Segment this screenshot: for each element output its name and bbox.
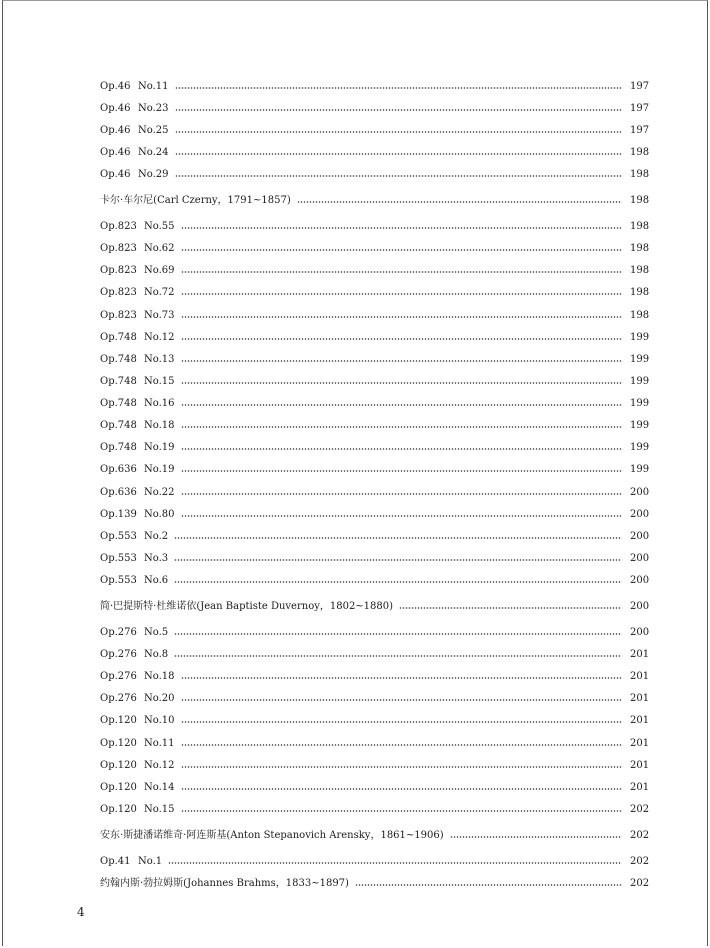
opus-number: Op.120 (100, 715, 137, 726)
toc-entry-label (100, 736, 175, 752)
toc-entry[interactable] (100, 736, 648, 752)
opus-number: Op.636 (100, 487, 137, 498)
toc-page-number: 197 (630, 125, 650, 136)
toc-entry-label (100, 691, 175, 707)
piece-number: No.8 (144, 649, 169, 660)
composer-name: 约翰内斯·勃拉姆斯(Johannes Brahms，1833~1897) (100, 878, 349, 889)
dot-leader (181, 426, 623, 428)
opus-number: Op.276 (100, 693, 137, 704)
toc-entry[interactable] (100, 330, 648, 346)
piece-number: No.14 (144, 782, 175, 793)
dot-leader (450, 836, 622, 838)
toc-page-number: 201 (630, 649, 650, 660)
opus-number: Op.120 (100, 760, 137, 771)
opus-number: Op.46 (100, 169, 131, 180)
toc-page (2, 0, 708, 946)
toc-page-number: 198 (630, 221, 650, 232)
piece-number: No.55 (144, 221, 175, 232)
toc-entry[interactable] (100, 123, 648, 139)
toc-entry-label (100, 79, 169, 95)
toc-entry-label (100, 263, 175, 279)
toc-page-number: 199 (630, 464, 650, 475)
opus-number: Op.748 (100, 332, 137, 343)
toc-page-number: 202 (630, 856, 650, 867)
toc-entry-label (100, 145, 169, 161)
dot-leader (181, 227, 623, 229)
dot-leader (355, 884, 622, 886)
toc-entry-label (100, 780, 175, 796)
toc-entry-label (100, 625, 168, 641)
dot-leader (181, 493, 623, 495)
toc-entry[interactable] (100, 507, 648, 523)
opus-number: Op.276 (100, 671, 137, 682)
toc-entry[interactable] (100, 551, 648, 567)
opus-number: Op.120 (100, 738, 137, 749)
opus-number: Op.748 (100, 398, 137, 409)
dot-leader (174, 559, 622, 561)
dot-leader (399, 607, 622, 609)
dot-leader (174, 581, 622, 583)
opus-number: Op.276 (100, 649, 137, 660)
toc-entry[interactable] (100, 573, 648, 589)
piece-number: No.10 (144, 715, 175, 726)
toc-entry[interactable] (100, 462, 648, 478)
opus-number: Op.823 (100, 287, 137, 298)
toc-page-number: 198 (630, 243, 650, 254)
dot-leader (181, 470, 623, 472)
toc-entry[interactable] (100, 854, 648, 870)
toc-page-number: 199 (630, 398, 650, 409)
toc-entry[interactable] (100, 713, 648, 729)
toc-entry-label (100, 308, 175, 324)
opus-number: Op.46 (100, 125, 131, 136)
toc-entry[interactable] (100, 219, 648, 235)
opus-number: Op.823 (100, 221, 137, 232)
toc-entry-label (100, 507, 175, 523)
dot-leader (168, 862, 622, 864)
toc-page-number: 202 (630, 804, 650, 815)
piece-number: No.18 (144, 671, 175, 682)
opus-number: Op.46 (100, 81, 131, 92)
composer-name: 卡尔·车尔尼(Carl Czerny，1791~1857) (100, 195, 291, 206)
toc-entry-label (100, 854, 162, 870)
toc-entry[interactable] (100, 780, 648, 796)
toc-page-number: 202 (630, 878, 650, 889)
piece-number: No.6 (144, 575, 169, 586)
dot-leader (297, 201, 622, 203)
opus-number: Op.41 (100, 856, 131, 867)
toc-page-number: 198 (630, 287, 650, 298)
piece-number: No.12 (144, 760, 175, 771)
piece-number: No.23 (138, 103, 169, 114)
dot-leader (181, 699, 623, 701)
toc-entry-label (100, 551, 168, 567)
opus-number: Op.748 (100, 354, 137, 365)
piece-number: No.22 (144, 487, 175, 498)
toc-page-number: 202 (630, 830, 650, 841)
toc-entry-label (100, 573, 168, 589)
toc-entry[interactable] (100, 101, 648, 117)
toc-entry[interactable] (100, 79, 648, 95)
toc-entry[interactable] (100, 263, 648, 279)
toc-entry[interactable] (100, 396, 648, 412)
piece-number: No.16 (144, 398, 175, 409)
toc-entry[interactable] (100, 418, 648, 434)
dot-leader (181, 360, 623, 362)
piece-number: No.25 (138, 125, 169, 136)
dot-leader (175, 153, 623, 155)
dot-leader (181, 744, 623, 746)
dot-leader (181, 766, 623, 768)
toc-entry-label (100, 669, 175, 685)
toc-entry-label (100, 802, 175, 818)
toc-page-number: 198 (630, 310, 650, 321)
dot-leader (181, 293, 623, 295)
toc-entry[interactable] (100, 625, 648, 641)
piece-number: No.11 (138, 81, 169, 92)
opus-number: Op.636 (100, 464, 137, 475)
dot-leader (181, 788, 623, 790)
toc-entry-label (100, 167, 169, 183)
toc-page-number: 201 (630, 693, 650, 704)
piece-number: No.3 (144, 553, 169, 564)
toc-entry-label (100, 219, 175, 235)
piece-number: No.72 (144, 287, 175, 298)
toc-page-number: 199 (630, 420, 650, 431)
toc-entry[interactable] (100, 285, 648, 301)
opus-number: Op.46 (100, 103, 131, 114)
piece-number: No.19 (144, 442, 175, 453)
toc-entry-label (100, 396, 175, 412)
dot-leader (175, 175, 623, 177)
toc-composer-heading[interactable] (100, 599, 648, 615)
dot-leader (181, 249, 623, 251)
toc-page-number: 198 (630, 169, 650, 180)
toc-page-number: 200 (630, 575, 650, 586)
toc-page-number: 200 (630, 601, 650, 612)
toc-page-number: 197 (630, 81, 650, 92)
dot-leader (175, 131, 623, 133)
toc-entry[interactable] (100, 529, 648, 545)
composer-name: 安东·斯捷潘诺维奇·阿连斯基(Anton Stepanovich Arensky，1861~1906) (100, 830, 444, 841)
composer-name: 简·巴提斯特·杜维诺依(Jean Baptiste Duvernoy，1802~1880) (100, 601, 394, 612)
dot-leader (174, 537, 622, 539)
toc-entry-label (100, 418, 175, 434)
opus-number: Op.823 (100, 265, 137, 276)
dot-leader (181, 338, 623, 340)
toc-page-number: 197 (630, 103, 650, 114)
dot-leader (174, 633, 622, 635)
piece-number: No.15 (144, 376, 175, 387)
opus-number: Op.120 (100, 804, 137, 815)
toc-entry-label (100, 123, 169, 139)
toc-entry-label (100, 101, 169, 117)
toc-entry[interactable] (100, 374, 648, 390)
opus-number: Op.748 (100, 442, 137, 453)
toc-page-number: 199 (630, 354, 650, 365)
toc-page-number: 198 (630, 265, 650, 276)
dot-leader (181, 721, 623, 723)
dot-leader (181, 448, 623, 450)
opus-number: Op.823 (100, 243, 137, 254)
piece-number: No.13 (144, 354, 175, 365)
toc-entry[interactable] (100, 485, 648, 501)
toc-page-number: 200 (630, 627, 650, 638)
toc-entry[interactable] (100, 167, 648, 183)
dot-leader (181, 810, 623, 812)
toc-entry-label (100, 529, 168, 545)
toc-entry[interactable] (100, 241, 648, 257)
opus-number: Op.748 (100, 420, 137, 431)
dot-leader (181, 515, 623, 517)
toc-page-number: 198 (630, 147, 650, 158)
toc-page-number: 200 (630, 531, 650, 542)
piece-number: No.15 (144, 804, 175, 815)
piece-number: No.18 (144, 420, 175, 431)
toc-page-number: 201 (630, 782, 650, 793)
toc-entry-label (100, 241, 175, 257)
opus-number: Op.139 (100, 509, 137, 520)
opus-number: Op.553 (100, 575, 137, 586)
opus-number: Op.46 (100, 147, 131, 158)
toc-entry[interactable] (100, 145, 648, 161)
opus-number: Op.276 (100, 627, 137, 638)
toc-page-number: 200 (630, 553, 650, 564)
toc-entry[interactable] (100, 669, 648, 685)
toc-entry[interactable] (100, 352, 648, 368)
toc-entry[interactable] (100, 802, 648, 818)
piece-number: No.12 (144, 332, 175, 343)
page-number: 4 (77, 905, 85, 919)
toc-entry-label (100, 352, 175, 368)
toc-page-number: 198 (630, 195, 650, 206)
toc-page-number: 201 (630, 760, 650, 771)
toc-entry-label (100, 713, 175, 729)
opus-number: Op.120 (100, 782, 137, 793)
toc-page-number: 199 (630, 332, 650, 343)
toc-entry[interactable] (100, 691, 648, 707)
piece-number: No.69 (144, 265, 175, 276)
dot-leader (181, 677, 623, 679)
toc-entry-label (100, 374, 175, 390)
toc-entry[interactable] (100, 758, 648, 774)
opus-number: Op.553 (100, 553, 137, 564)
toc-entry[interactable] (100, 308, 648, 324)
piece-number: No.29 (138, 169, 169, 180)
dot-leader (181, 382, 623, 384)
dot-leader (174, 655, 622, 657)
toc-page-number: 200 (630, 487, 650, 498)
piece-number: No.80 (144, 509, 175, 520)
opus-number: Op.748 (100, 376, 137, 387)
toc-page-number: 200 (630, 509, 650, 520)
piece-number: No.24 (138, 147, 169, 158)
dot-leader (181, 316, 623, 318)
piece-number: No.2 (144, 531, 169, 542)
toc-entry-label (100, 285, 175, 301)
piece-number: No.73 (144, 310, 175, 321)
piece-number: No.19 (144, 464, 175, 475)
toc-composer-heading[interactable] (100, 828, 648, 844)
toc-page-number: 201 (630, 738, 650, 749)
toc-entry-label (100, 330, 175, 346)
toc-composer-heading[interactable] (100, 193, 648, 209)
piece-number: No.20 (144, 693, 175, 704)
toc-page-number: 199 (630, 442, 650, 453)
toc-entry-label (100, 485, 175, 501)
opus-number: Op.553 (100, 531, 137, 542)
piece-number: No.62 (144, 243, 175, 254)
dot-leader (175, 109, 623, 111)
piece-number: No.5 (144, 627, 169, 638)
toc-entry-label (100, 462, 175, 478)
piece-number: No.1 (138, 856, 163, 867)
opus-number: Op.823 (100, 310, 137, 321)
toc-composer-heading[interactable] (100, 876, 648, 892)
toc-page-number: 199 (630, 376, 650, 387)
toc-entry-label (100, 758, 175, 774)
toc-entry-label (100, 647, 168, 663)
toc-entry[interactable] (100, 440, 648, 456)
dot-leader (181, 404, 623, 406)
toc-page-number: 201 (630, 671, 650, 682)
toc-entry-label (100, 440, 175, 456)
piece-number: No.11 (144, 738, 175, 749)
toc-entry[interactable] (100, 647, 648, 663)
dot-leader (181, 271, 623, 273)
toc-page-number: 201 (630, 715, 650, 726)
dot-leader (175, 87, 623, 89)
